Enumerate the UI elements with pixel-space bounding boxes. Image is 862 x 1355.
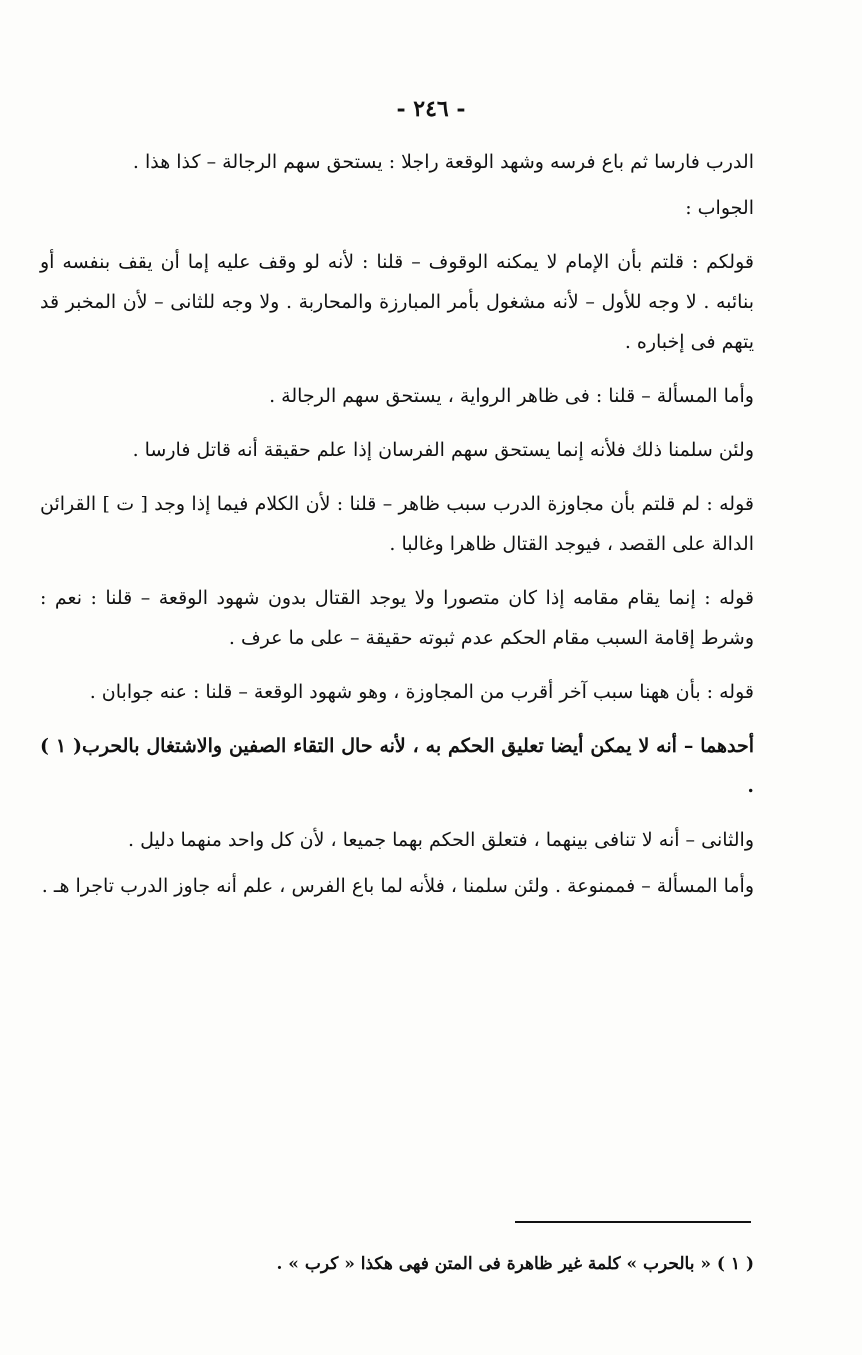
paragraph-infantry-share: وأما المسألة – قلنا : فى ظاهر الرواية ، يستحق سهم الرجالة . xyxy=(269,385,754,407)
footnote-divider xyxy=(515,1221,751,1223)
paragraph-imam-standing: قولكم : قلتم بأن الإمام لا يمكنه الوقوف – قلنا : لأنه لو وقف عليه إما أن يقف بنفسه أو بنائبه . لا وجه للأول – لأنه مشغول بأمر المبارزة والمحاربة . ولا وجه للثانى – لأن المخبر قد يتهم فى إخباره . xyxy=(40,251,754,353)
paragraph-answer-heading: الجواب : xyxy=(685,197,754,219)
page-number: - ٢٤٦ - xyxy=(396,96,466,122)
paragraph-substitution: قوله : إنما يقام مقامه إذا كان متصورا ولا يوجد القتال بدون شهود الوقعة – قلنا : نعم : وشرط إقامة السبب مقام الحكم عدم ثبوته حقيقة – على ما عرف . xyxy=(40,587,754,649)
paragraph-second-answer: والثانى – أنه لا تنافى بينهما ، فتعلق الحكم بهما جميعا ، لأن كل واحد منهما دليل . xyxy=(127,829,754,851)
body-text xyxy=(40,142,754,920)
paragraph-crossing-pass: قوله : لم قلتم بأن مجاوزة الدرب سبب ظاهر – قلنا : لأن الكلام فيما إذا وجد [ ت ] القرائن الدالة على القصد ، فيوجد القتال ظاهرا وغالبا . xyxy=(40,493,754,555)
paragraph-continuation: الدرب فارسا ثم باع فرسه وشهد الوقعة راجلا : يستحق سهم الرجالة – كذا هذا . xyxy=(132,151,754,173)
footnote: ( ١ ) « بالحرب » كلمة غير ظاهرة فى المتن فهى هكذا « كرب » . xyxy=(276,1254,754,1274)
paragraph-sold-horse: وأما المسألة – فممنوعة . ولئن سلمنا ، فلأنه لما باع الفرس ، علم أنه جاوز الدرب تاجرا هـ . xyxy=(41,875,754,897)
paragraph-cavalry-share: ولئن سلمنا ذلك فلأنه إنما يستحق سهم الفرسان إذا علم حقيقة أنه قاتل فارسا . xyxy=(132,439,754,461)
paragraph-closer-cause: قوله : بأن ههنا سبب آخر أقرب من المجاوزة ، وهو شهود الوقعة – قلنا : عنه جوابان . xyxy=(89,681,754,703)
paragraph-first-answer: أحدهما – أنه لا يمكن أيضا تعليق الحكم به ، لأنه حال التقاء الصفين والاشتغال بالحرب( ١ ) . xyxy=(40,735,755,797)
